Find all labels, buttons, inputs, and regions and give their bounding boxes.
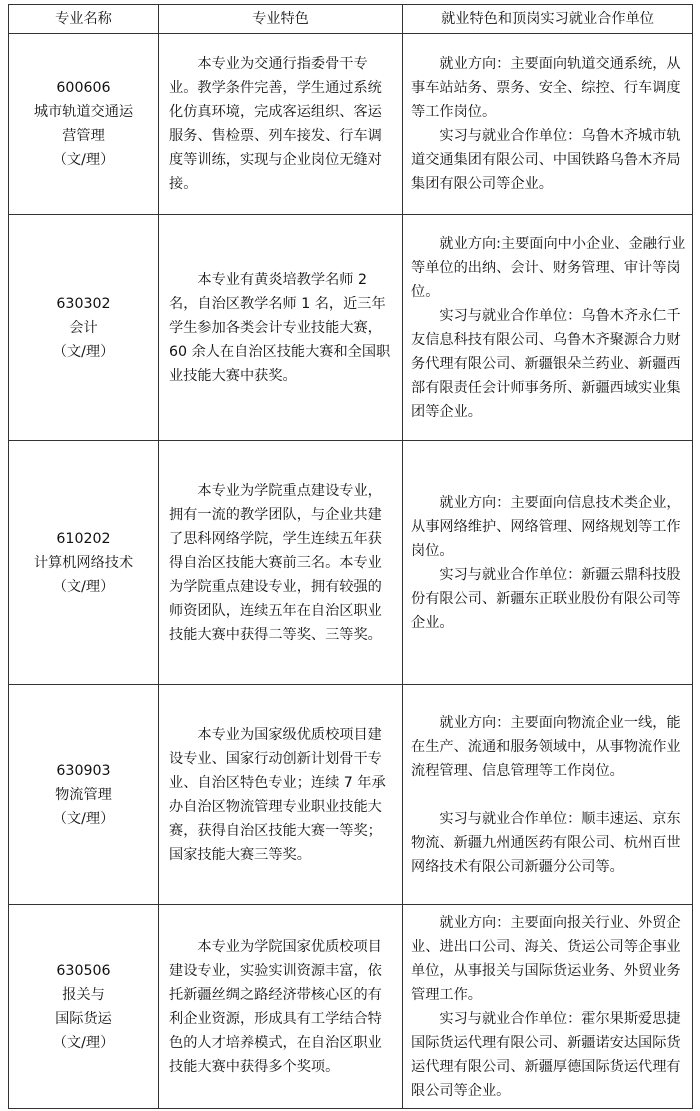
major-name-cell <box>9 441 159 685</box>
major-feature-text: 本专业有黄炎培教学名师 2 名，自治区教学名师 1 名，近三年学生参加各类会计专业技能大赛，60 余人在自治区技能大赛和全国职业技能大赛中获奖。 <box>169 271 391 384</box>
major-track: （文/理） <box>52 343 115 360</box>
major-name: 计算机网络技术 <box>33 554 134 571</box>
major-feature-text: 本专业为学院国家优质校项目建设专业，实验实训资源丰富，依托新疆丝绸之路经济带核心区的有利企业资源，形成具有工学结合特色的人才培养模式，在自治区职业技能大赛中获得多个奖项。 <box>169 938 382 1075</box>
major-name: 城市轨道交通运 <box>33 104 134 120</box>
major-name-cell <box>9 685 159 905</box>
major-name: 物流管理 <box>55 786 112 803</box>
table-row <box>9 905 693 1109</box>
job-partners-text: 实习与就业合作单位：顺丰速运、京东物流、新疆九州通医药有限公司、杭州百世网络技术有限公司新疆分公司等。 <box>411 810 681 875</box>
job-partners-text: 实习与就业合作单位：霍尔果斯爱思捷国际货运代理有限公司、新疆诺安达国际货运代理有限公司、新疆厚德国际货运代理有限公司等企业。 <box>411 1010 681 1099</box>
major-name: 会计 <box>69 319 98 336</box>
major-track: （文/理） <box>52 1034 115 1051</box>
major-feature-text: 本专业为交通行指委骨干专业。教学条件完善，学生通过系统化仿真环境，完成客运组织、客运服务、售检票、列车接发、行车调度等训练，实现与企业岗位无缝对接。 <box>169 56 382 192</box>
major-code: 630506 <box>56 962 111 979</box>
major-feature-cell <box>159 685 403 905</box>
major-feature-cell <box>159 441 403 685</box>
job-partners-text: 实习与就业合作单位：新疆云鼎科技股份有限公司、新疆东正联业股份有限公司等企业。 <box>411 566 681 631</box>
job-direction-text: 就业方向:主要面向中小企业、金融行业等单位的出纳、会计、财务管理、审计等岗位。 <box>411 235 686 300</box>
header-major-name: 专业名称 <box>9 5 159 34</box>
job-direction-text: 就业方向：主要面向信息技术类企业，从事网络维护、网络管理、网络规划等工作岗位。 <box>411 494 681 559</box>
major-feature-text: 本专业为国家级优质校项目建设专业、国家行动创新计划骨干专业、自治区特色专业；连续 7 年承办自治区物流管理专业职业技能大赛，获得自治区技能大赛一等奖；国家技能大赛三等奖。 <box>169 726 386 863</box>
major-feature-cell <box>159 905 403 1109</box>
major-name: 国际货运 <box>55 1010 112 1027</box>
job-direction-text: 就业方向：主要面向物流企业一线，能在生产、流通和服务领域中，从事物流作业流程管理、信息管理等工作岗位。 <box>411 714 681 779</box>
employment-cell <box>403 441 693 685</box>
major-feature-cell <box>159 215 403 441</box>
major-name-cell <box>9 905 159 1109</box>
majors-table <box>8 4 693 1109</box>
major-track: （文/理） <box>52 810 115 827</box>
major-code: 630903 <box>56 762 111 779</box>
major-name-cell <box>9 215 159 441</box>
header-major-feature: 专业特色 <box>159 5 403 34</box>
major-feature-cell <box>159 34 403 215</box>
employment-cell <box>403 685 693 905</box>
table-row <box>9 215 693 441</box>
major-code: 610202 <box>56 530 111 547</box>
employment-cell <box>403 905 693 1109</box>
major-name: 营管理 <box>62 128 105 144</box>
table-row <box>9 34 693 215</box>
job-direction-text: 就业方向：主要面向轨道交通系统，从事车站站务、票务、安全、综控、行车调度等工作岗位。 <box>411 56 681 120</box>
employment-cell <box>403 215 693 441</box>
table-row <box>9 441 693 685</box>
major-name-cell <box>9 34 159 215</box>
table-header-row <box>9 5 693 34</box>
major-code: 600606 <box>56 80 111 96</box>
major-track: （文/理） <box>52 152 115 168</box>
employment-cell <box>403 34 693 215</box>
table-row <box>9 685 693 905</box>
job-partners-text: 实习与就业合作单位：乌鲁木齐城市轨道交通集团有限公司、中国铁路乌鲁木齐局集团有限公司等企业。 <box>411 128 681 192</box>
major-feature-text: 本专业为学院重点建设专业，拥有一流的教学团队，与企业共建了思科网络学院，学生连续五年获得自治区技能大赛前三名。本专业为学院重点建设专业，拥有较强的师资团队，连续五年在自治区职业技能大赛中获得二等奖、三等奖。 <box>169 482 382 643</box>
header-employment: 就业特色和顶岗实习就业合作单位 <box>403 5 693 34</box>
major-name: 报关与 <box>62 986 105 1003</box>
job-partners-text: 实习与就业合作单位：乌鲁木齐永仁千友信息科技有限公司、乌鲁木齐聚源合力财务代理有限公司、新疆银朵兰药业、新疆西部有限责任会计师事务所、新疆西域实业集团等企业。 <box>411 307 681 420</box>
job-direction-text: 就业方向：主要面向报关行业、外贸企业、进出口公司、海关、货运公司等企事业单位，从事报关与国际货运业务、外贸业务管理工作。 <box>411 914 681 1003</box>
major-code: 630302 <box>56 295 111 312</box>
major-track: （文/理） <box>52 578 115 595</box>
